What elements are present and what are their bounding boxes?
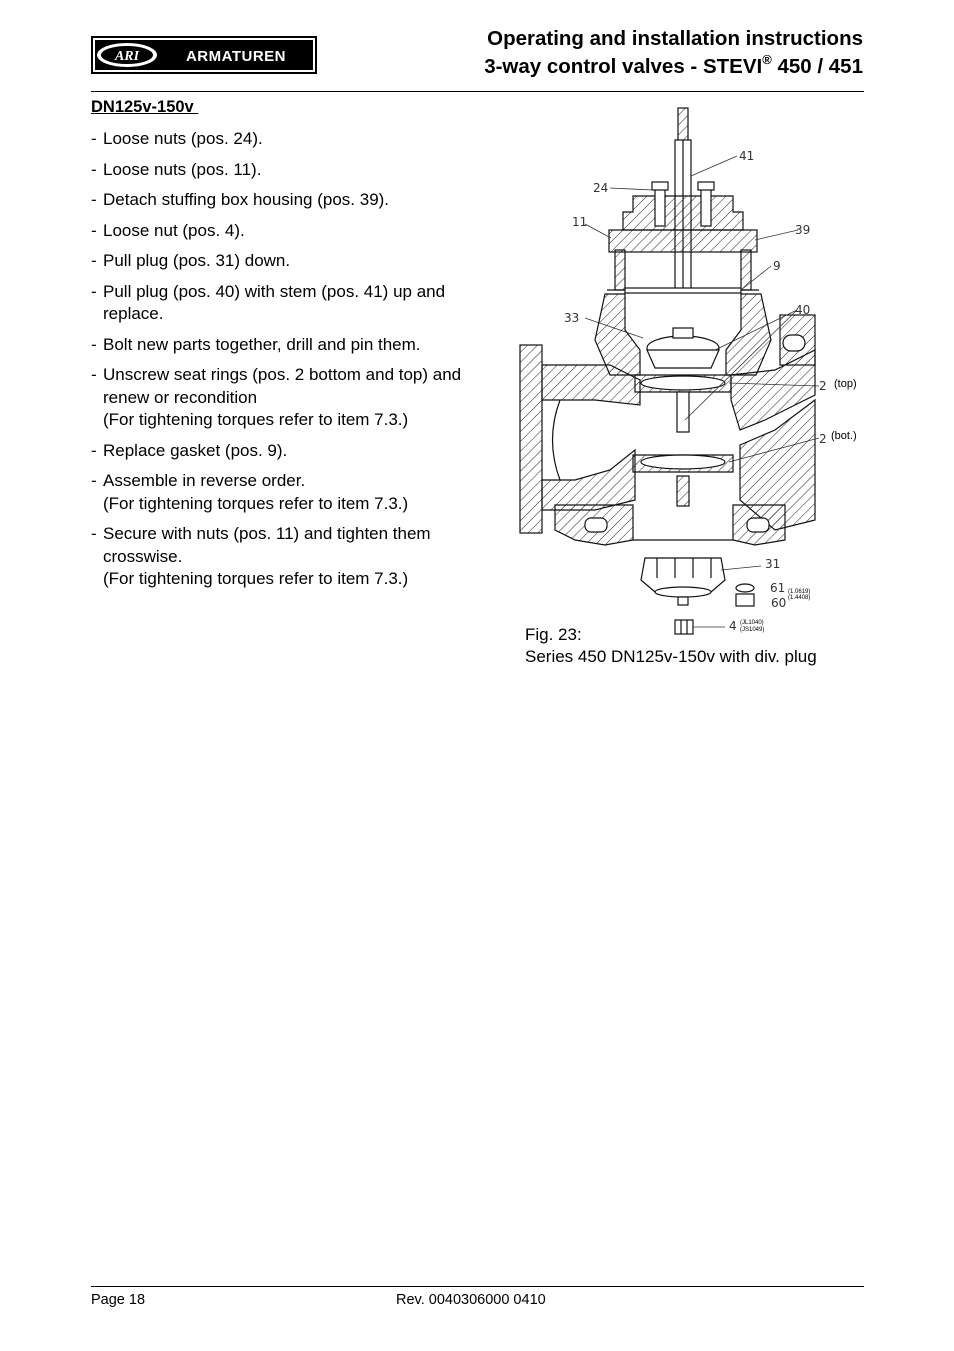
step-text: crosswise. — [103, 546, 183, 566]
label-pos-61-spec1: (1.0619) — [788, 589, 811, 595]
label-pos-31: 31 — [765, 557, 781, 571]
bonnet-flange — [609, 230, 757, 252]
stud-right — [741, 250, 751, 290]
step-text: replace. — [103, 304, 164, 323]
step-text: Unscrew seat rings (pos. 2 bottom and top) and — [103, 365, 462, 384]
step-text: Bolt new parts together, drill and pin them. — [103, 334, 421, 354]
step-text: (For tightening torques refer to item 7.3.) — [103, 569, 409, 588]
label-pos-4-spec1: (JL1040) — [740, 620, 764, 626]
document-title-line1: Operating and installation instructions — [487, 27, 863, 50]
body-neck-right — [726, 294, 771, 375]
instruction-step — [91, 250, 511, 273]
instruction-step — [91, 334, 511, 357]
stem-thread-top — [678, 108, 688, 142]
stuffing-box-housing — [623, 196, 743, 230]
footer-divider — [91, 1286, 864, 1287]
revision-number: Rev. 0040306000 0410 — [396, 1292, 546, 1308]
instruction-step — [91, 470, 511, 515]
step-dash: - — [91, 251, 97, 270]
step-dash: - — [91, 220, 97, 240]
label-pos-11: 11 — [572, 215, 588, 229]
step-dash: - — [91, 129, 97, 148]
instruction-step — [91, 281, 511, 326]
registered-mark: ® — [762, 52, 772, 68]
instruction-step — [91, 220, 511, 243]
step-text: Pull plug (pos. 31) down. — [103, 251, 291, 270]
bolt-right — [701, 186, 711, 226]
bolt-left — [655, 186, 665, 226]
step-text: renew or recondition — [103, 387, 258, 407]
instruction-step — [91, 159, 511, 182]
stud-left — [615, 250, 625, 290]
step-text: Detach stuffing box housing (pos. 39). — [103, 190, 390, 209]
step-dash: - — [91, 365, 97, 384]
document-title-line2 — [484, 52, 863, 79]
header-divider — [91, 91, 864, 92]
label-pos-40: 40 — [795, 303, 811, 317]
logo-brand-text: ARMATUREN — [185, 48, 287, 65]
instruction-steps — [91, 128, 511, 599]
step-text: Loose nuts (pos. 24). — [103, 129, 263, 148]
stem-thread-bottom — [677, 476, 689, 506]
step-text: Loose nuts (pos. 11). — [103, 159, 262, 179]
step-text: (For tightening torques refer to item 7.3.) — [103, 493, 409, 513]
label-pos-4: 4 — [729, 619, 737, 633]
label-pos-61-spec2: (1.4408) — [788, 595, 811, 601]
step-text: Replace gasket (pos. 9). — [103, 440, 288, 460]
label-pos-2-top: 2 — [819, 379, 827, 393]
label-pos-4-spec2: (JS1049) — [740, 627, 765, 633]
step-text: Loose nut (pos. 4). — [103, 220, 245, 240]
step-text: (For tightening torques refer to item 7.3.) — [103, 410, 409, 429]
instruction-step — [91, 364, 511, 432]
instruction-step — [91, 128, 511, 151]
step-dash: - — [91, 471, 97, 490]
label-pos-2-bottom: 2 — [819, 432, 827, 446]
step-dash: - — [91, 190, 97, 209]
label-bottom: (bot.) — [831, 430, 857, 442]
step-dash: - — [91, 281, 97, 301]
step-dash: - — [91, 440, 97, 460]
label-pos-24: 24 — [593, 181, 609, 195]
label-pos-60: 60 — [771, 596, 787, 610]
gasket — [625, 288, 741, 293]
step-text: Pull plug (pos. 40) with stem (pos. 41) up and — [103, 281, 446, 301]
label-pos-61: 61 — [770, 581, 786, 595]
label-top: (top) — [834, 378, 857, 390]
instruction-step — [91, 189, 511, 212]
step-dash: - — [91, 159, 97, 179]
label-pos-39: 39 — [795, 223, 811, 237]
step-text: Assemble in reverse order. — [103, 471, 306, 490]
label-pos-41: 41 — [739, 149, 755, 163]
section-heading: DN125v-150v — [91, 98, 199, 116]
figure-description: Series 450 DN125v-150v with div. plug — [525, 647, 817, 666]
ari-armaturen-logo — [91, 36, 317, 74]
logo-mark-text: ARI — [114, 49, 140, 64]
figure-caption — [525, 624, 817, 668]
step-dash: - — [91, 334, 97, 354]
label-pos-33: 33 — [564, 311, 580, 325]
instruction-step — [91, 440, 511, 463]
valve-exploded-drawing — [515, 100, 865, 640]
step-text: Secure with nuts (pos. 11) and tighten them — [103, 524, 431, 543]
figure-number: Fig. 23: — [525, 625, 582, 644]
washer-61 — [736, 584, 754, 592]
label-pos-9: 9 — [773, 259, 781, 273]
title-models: 450 / 451 — [771, 55, 863, 78]
page-number: Page 18 — [91, 1292, 146, 1308]
nut-60 — [736, 594, 754, 606]
title-product: 3-way control valves - STEVI — [484, 55, 763, 78]
body-flange-left — [520, 345, 542, 533]
step-dash: - — [91, 524, 97, 543]
instruction-step — [91, 523, 511, 591]
